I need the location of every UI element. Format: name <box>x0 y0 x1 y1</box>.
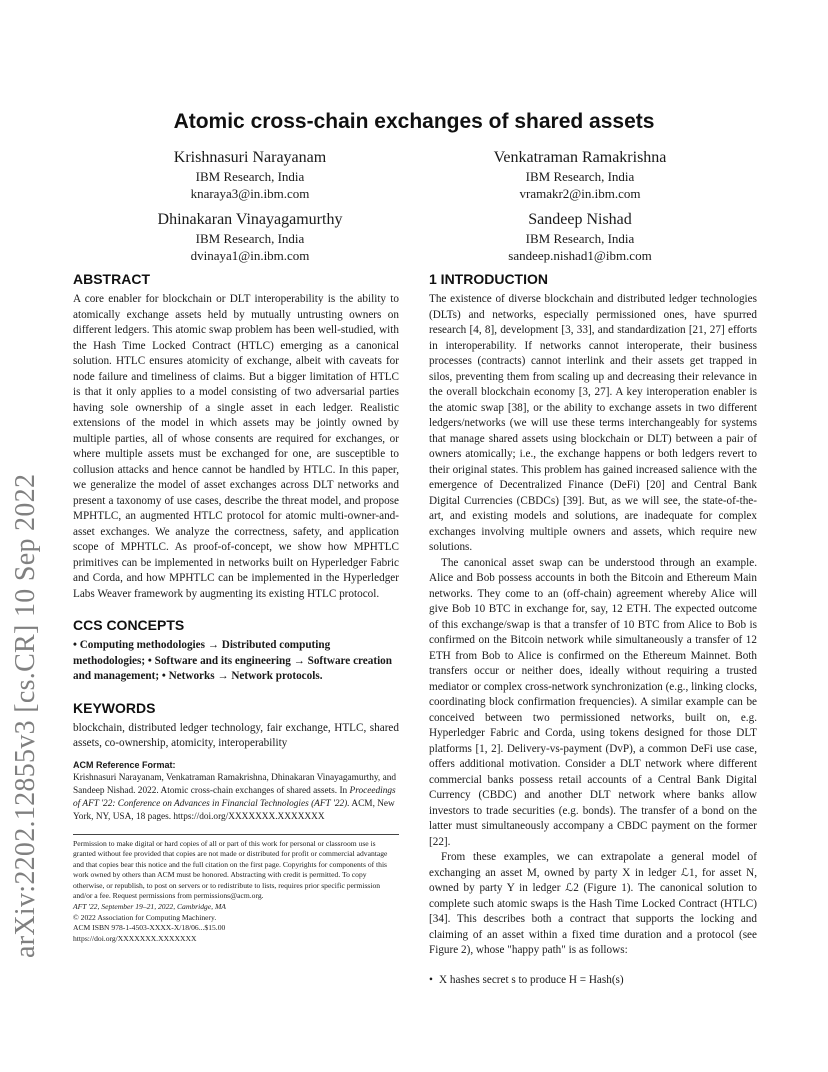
abstract-heading: ABSTRACT <box>73 271 150 287</box>
author-block <box>450 148 710 202</box>
author-name: Dhinakaran Vinayagamurthy <box>157 211 343 228</box>
author-affiliation: IBM Research, India <box>195 169 305 184</box>
right-column <box>429 270 757 988</box>
author-name: Sandeep Nishad <box>528 211 632 228</box>
permission-text: Permission to make digital or hard copies of all or part of this work for personal or classroom use is granted without fee provided that copies are not made or distributed for profit or commercial advantage and that copies bear this notice and the full citation on the first page. Copyrights for components of this work owned by others than ACM must be honored. Abstracting with credit is permitted. To copy otherwise, or republish, to post on servers or to redistribute to lists, requires prior specific permission and/or a fee. Request permissions from permissions@acm.org. <box>73 838 388 901</box>
arxiv-id: arXiv:2202.12855v3 [cs.CR] 10 Sep 2022 <box>10 473 41 958</box>
paper-title: Atomic cross-chain exchanges of shared assets <box>173 110 655 133</box>
intro-paragraph-1: The existence of diverse blockchain and distributed ledger technologies (DLTs) and networks, especially permissioned ones, have spurred research [4, 8], development [3, 33], and standardization [21, 27] efforts in interoperability. If networks cannot interoperate, their business processes (contracts) cannot interlink and their assets get trapped in silos, preventing them from scaling up and decreasing their relevance in the overall blockchain economy [3, 27]. A key interoperation enabler is the atomic swap [38], or the ability to exchange assets in two different ledgers/networks (we will use these terms interchangeably for systems that manage shared assets using blockchain or DLT) between a pair of owners atomically; i.e., the exchange happens or both ledgers revert to their original states. This problem has gained increased salience with the emergence of Decentralized Finance (DeFi) [20] and Central Bank Digital Currencies (CBDCs) [39]. But, as we will see, the state-of-the-art, and existing models and solutions, are inadequate for complex exchanges involving multiple owners and assets, which require new solutions. <box>429 293 757 553</box>
author-affiliation: IBM Research, India <box>525 231 635 246</box>
author-email: dvinaya1@in.ibm.com <box>190 248 310 263</box>
list-item-text: X hashes secret s to produce H = Hash(s) <box>439 973 624 986</box>
author-block <box>450 210 710 264</box>
ccs-heading: CCS CONCEPTS <box>73 617 185 633</box>
author-block <box>120 210 380 264</box>
conference-line: AFT '22, September 19–21, 2022, Cambridge, MA <box>73 902 226 912</box>
isbn-line: ACM ISBN 978-1-4503-XXXX-X/18/06...$15.00 <box>73 923 226 933</box>
author-email: sandeep.nishad1@ibm.com <box>508 248 652 263</box>
intro-paragraph-3: From these examples, we can extrapolate a general model of exchanging an asset M, owned by party X in ledger ℒ1, for asset N, owned by party Y in ledger ℒ2 (Figure 1). The canonical solution to complete such atomic swaps is the Hash Time Locked Contract (HTLC) [34]. This describes both a contract that supports the locking and claiming of an asset within a fixed time duration and a protocol (see Figure 2), whose "happy path" is as follows: <box>429 851 757 956</box>
abstract-text: A core enabler for blockchain or DLT interoperability is the ability to atomically exchange assets held by mutually untrusting owners on different ledgers. This atomic swap problem has been well-studied, with the Hash Time Locked Contract (HTLC) emerging as a canonical solution. HTLC ensures atomicity of exchange, albeit with caveats for node failure and timeliness of claims. But a bigger limitation of HTLC is that it only applies to a model consisting of two adversarial parties having sole ownership of a single asset in each ledger. Realistic extensions of the model in which assets may be jointly owned by multiple parties, all of whose consents are required for exchanges, or where multiple assets must be exchanged for one, are susceptible to collusion attacks and hence cannot be handled by HTLC. In this paper, we generalize the model of asset exchanges across DLT networks and present a taxonomy of use cases, describe the threat model, and propose MPHTLC, an augmented HTLC protocol for atomic multi-owner-and-asset exchanges. We analyze the correctness, safety, and application scope of MPHTLC. As proof-of-concept, we show how MPHTLC primitives can be implemented in networks built on Hyperledger Fabric and Corda, and how MPHTLC can be implemented in the Hyperledger Labs Weaver framework by augmenting its existing HTLC protocol. <box>73 293 399 600</box>
doi-line: https://doi.org/XXXXXXX.XXXXXXX <box>73 933 197 943</box>
author-affiliation: IBM Research, India <box>525 169 635 184</box>
ccs-concepts: • Computing methodologies → Distributed computing methodologies; • Software and its engineering → Software creation and management; • Networks → Network protocols. <box>73 639 393 682</box>
footnote-divider <box>73 834 399 835</box>
author-email: vramakr2@in.ibm.com <box>519 186 641 201</box>
copyright-line: © 2022 Association for Computing Machinery. <box>73 912 217 922</box>
keywords-text: blockchain, distributed ledger technology, fair exchange, HTLC, shared assets, co-ownership, atomicity, interoperability <box>73 721 399 749</box>
list-item <box>429 973 757 988</box>
reference-format-heading: ACM Reference Format: <box>73 759 176 770</box>
author-affiliation: IBM Research, India <box>195 231 305 246</box>
introduction-heading: 1 INTRODUCTION <box>429 271 548 287</box>
intro-paragraph-2: The canonical asset swap can be understood through an example. Alice and Bob possess accounts in both the Bitcoin and Ethereum Main networks. They come to an (off-chain) agreement whereby Alice will give Bob 10 BTC in exchange for, say, 12 ETH. The expected outcome of this exchange/swap is that a transfer of 10 BTC from Alice to Bob is confirmed on the Bitcoin network while simultaneously a transfer of 12 ETH from Bob to Alice is confirmed on the Ethereum Mainnet. Both transfers occur or neither does, ideally without requiring a trusted mediator or complex cross-network synchronization (e.g., linking clocks, coordinating block confirmation frequencies). A similar example can be conceived between two permissioned networks, built on, e.g. Hyperledger Fabric and Corda, using tokens designed for those DLT platforms [1, 2]. Delivery-vs-payment (DvP), a common DeFi use case, offers additional motivation. Consider a DLT network where different commercial banks possess retail accounts of a Central Bank Digital Currency (CBDC) and another DLT network where banks allow investors to trade securities (e.g. bonds). The transfer of a bond on the latter must simultaneously accompany a CBDC payment on the former [22]. <box>429 556 757 848</box>
bullet-icon: • <box>429 973 433 986</box>
left-column <box>73 270 399 944</box>
author-email: knaraya3@in.ibm.com <box>190 186 310 201</box>
author-block <box>120 148 380 202</box>
author-name: Venkatraman Ramakrishna <box>493 149 667 166</box>
author-name: Krishnasuri Narayanam <box>173 149 327 166</box>
keywords-heading: KEYWORDS <box>73 699 156 716</box>
permission-notice <box>73 839 399 945</box>
reference-format-text: Krishnasuri Narayanam, Venkatraman Ramakrishna, Dhinakaran Vinayagamurthy, and Sandeep Nishad. 2022. Atomic cross-chain exchanges of shared assets. In Proceedings of AFT '22: Conference on Advances in Financial Technologies (AFT '22). ACM, New York, NY, USA, 18 pages. https://doi.org/XXXXXXX.XXXXXXX <box>73 772 397 822</box>
